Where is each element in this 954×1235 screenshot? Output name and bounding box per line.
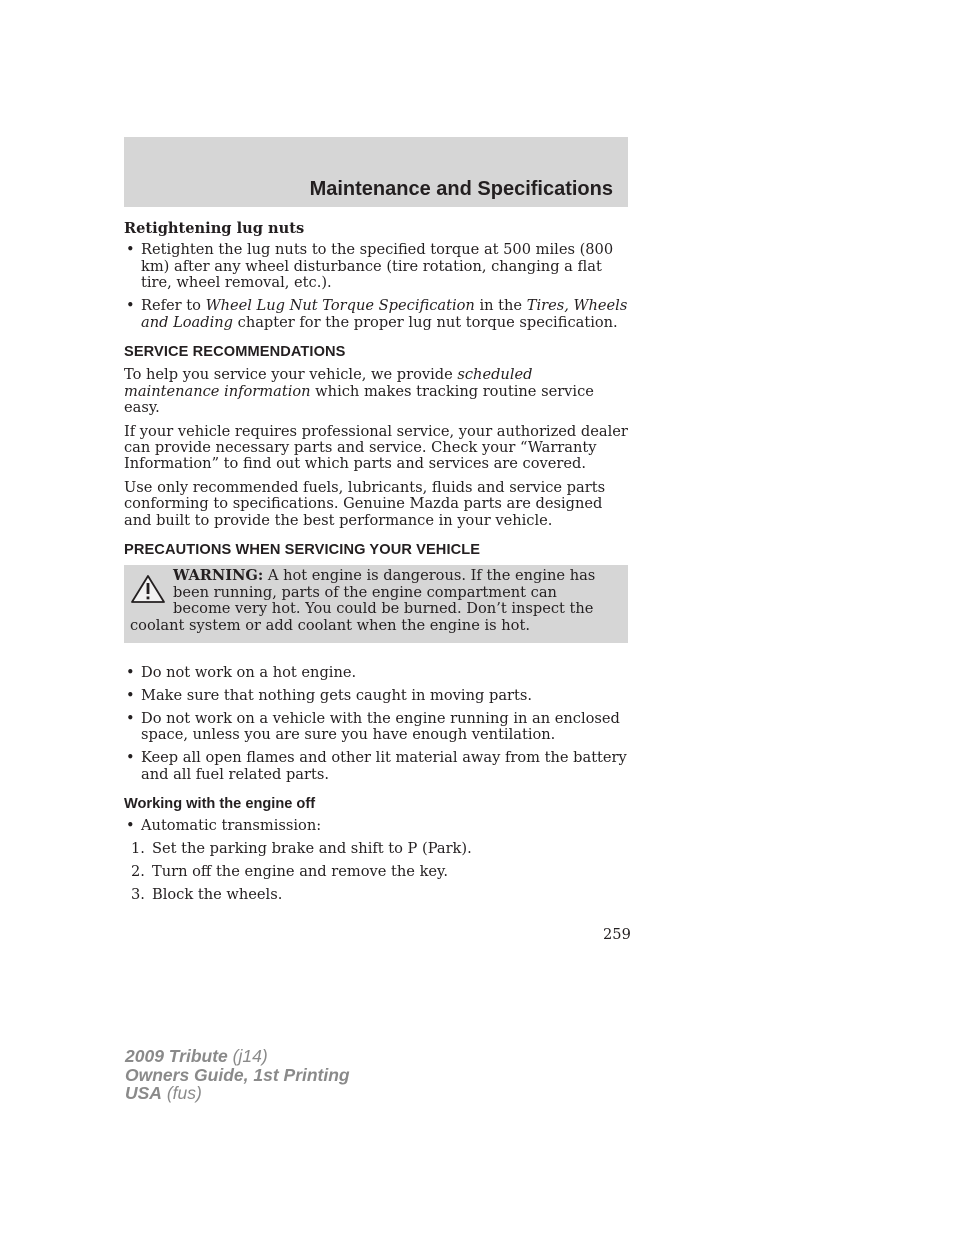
service-recommendations-heading: SERVICE RECOMMENDATIONS [124, 343, 346, 360]
paragraph: Use only recommended fuels, lubricants, fluids and service parts conforming to specifications. Genuine Mazda parts are designed and built to provide the best performance in your vehicle. [124, 478, 606, 529]
footer-line: 2009 Tribute (j14) [125, 1046, 268, 1066]
page-number: 259 [603, 926, 631, 943]
section-title: Maintenance and Specifications [309, 178, 613, 200]
step-item: 3. Block the wheels. [131, 886, 283, 904]
footer-imprint [125, 1047, 350, 1103]
list-item: • Automatic transmission: [124, 818, 628, 834]
section-header-bar [124, 137, 628, 207]
step-item: 2. Turn off the engine and remove the key. [131, 863, 449, 881]
engine-off-heading: Working with the engine off [124, 795, 316, 812]
list-item: • Make sure that nothing gets caught in moving parts. [124, 688, 628, 704]
list-item: • Refer to Wheel Lug Nut Torque Specification in the Tires, Wheels and Loading chapter for the proper lug nut torque specification. [124, 298, 628, 331]
lug-nuts-list [124, 242, 628, 331]
warning-text: A hot engine is dangerous. If the engine has been running, parts of the engine compartment can become very hot. You could be burned. Don’t inspect the coolant system or add coolant when the engine is hot. [130, 567, 596, 634]
paragraph: If your vehicle requires professional service, your authorized dealer can provide necessary parts and service. Check your “Warranty Information” to find out which parts and services are covered. [124, 422, 628, 473]
precautions-list [124, 665, 628, 783]
footer-line: Owners Guide, 1st Printing [125, 1064, 350, 1085]
lug-nuts-heading: Retightening lug nuts [124, 220, 305, 237]
paragraph: To help you service your vehicle, we provide scheduled maintenance information which makes tracking routine service easy. [124, 366, 594, 417]
list-item: • Keep all open flames and other lit material away from the battery and all fuel related parts. [124, 750, 628, 783]
footer-line: USA (fus) [125, 1083, 202, 1103]
list-item: • Retighten the lug nuts to the specified torque at 500 miles (800 km) after any wheel disturbance (tire rotation, changing a flat tire, wheel removal, etc.). [124, 242, 628, 291]
engine-off-steps [124, 841, 628, 903]
list-item: • Do not work on a hot engine. [124, 665, 628, 681]
step-item: 1. Set the parking brake and shift to P (Park). [131, 840, 472, 858]
page-content [124, 221, 628, 910]
precautions-heading: PRECAUTIONS WHEN SERVICING YOUR VEHICLE [124, 542, 481, 558]
warning-triangle-icon [130, 574, 166, 604]
warning-box [124, 565, 628, 643]
engine-off-list [124, 818, 628, 834]
warning-label: WARNING: [173, 567, 264, 585]
list-item: • Do not work on a vehicle with the engine running in an enclosed space, unless you are sure you have enough ventilation. [124, 711, 628, 744]
